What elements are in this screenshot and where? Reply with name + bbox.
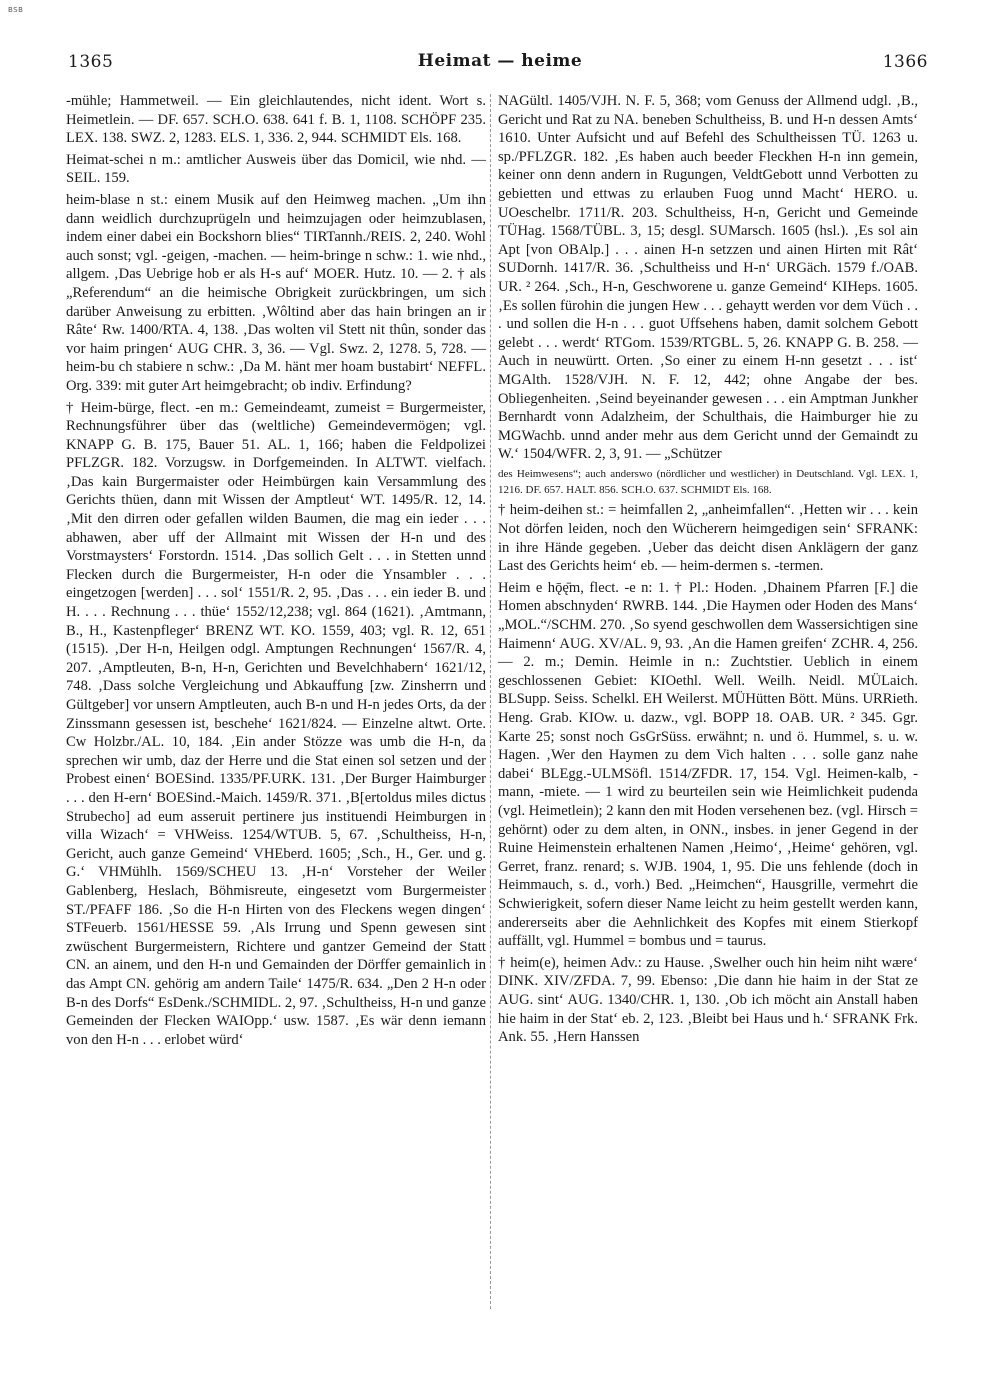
left-entry-4: † Heim-bürge, flect. -en m.: Gemeindeamt, zumeist = Burgermeister, Rechnungsführer über das (weltliche) Gemeindevermögen; vgl. KNAPP G. B. 175, Bauer 51. AL. 1, 166; haben die Feldpolizei PFLZGR. 182. Vorzugsw. in Dorfgemeinden. In ALTWT. vielfach. ‚Das kain Burgermaister oder Heimbürgen kain Versammlung des Gerichts thüen, dann mit Wissen der Amptleut‘ WT. 1495/R. 12, 14. ‚Mit den dirren oder gefallen wilden Baumen, die mag ein ieder . . . abhawen, aber uff der Allmaint mit Wissen der H-n und des Vorstmaysters‘ Forstordn. 1514. ‚Das sollich Gelt . . . in Stetten unnd Flecken durch die Burgermeister, H-n oder die Ynsambler . . . eingetzogen [werden] . . . sol‘ 1551/R. 2, 95. ‚Das . . . ein ieder B. und H. . . . Rechnung . . . thüe‘ 1552/12,238; vgl. 864 (1621). ‚Amtmann, B., H., Kastenpfleger‘ BRENZ WT. KO. 1559, 403; vgl. R. 12, 651 (1515). ‚Der H-n, Heilgen odgl. Amptungen Rechnungen‘ 1567/R. 4, 207. ‚Amptleuten, B-n, H-n, Gerichten und Bevelchhabern‘ 1621/12, 748. ‚Dass solche Vergleichung und Abkauffung [zw. Zinsherrn und Gültgeber] vor unsern Amptleuten, auch B-n und H-n jedes Orts, da der Zinssmann gesessen ist, beschehe‘ 1621/824. — Einzelne altwt. Orte. Cw Holzbr./AL. 10, 184. ‚Ein ander Stözze was umb die H-n, da sprechen wir umb, daz der Herre und die Stat einen sol setzen und der Probest einen‘ BOESind. 1335/PF.URK. 131. ‚Der Burger Haimburger . . . den H-ern‘ BOESind.-Maich. 1459/R. 371. ‚B[ertoldus miles dictus Strubecho] ad eum asseruit pertinere jus instituendi Heimburgen in villa Wizach‘ = VHWeiss. 1254/WTUB. 5, 67. ‚Schultheiss, H-n, Gericht, auch ganze Gemeind‘ VHEberd. 1605; ‚Sch., H., Ger. und g. G.‘ VHMühlh. 1569/SCHEU 13. ‚H-n‘ Vorsteher der Weiler Gablenberg, Heslach, Böhmisreute, eingesetzt vom Burgermeister ST./PFAFF 186. ‚So die H-n Hirten von des Fleckens wegen dingen‘ STFeuerb. 1561/HESSE 59. ‚Als Irrung und Spenn gewesen sint zwüschent Burgermeistern, Richtere und gantzer Gemeind der Statt CN. an ainem, und den H-n und Gemainden der Dörffer gemainlich in das Ampt CN. gehörig am andern Taile‘ 1475/R. 634. „Den 2 H-n oder B-n des Dorfs“ EsDenk./SCHMIDL. 2, 97. ‚Schultheiss, H-n und ganze Gemeinden der Flecken WAIOpp.‘ usw. 1587. ‚Es wär denn iemann von den H-n . . . erlobet würd‘ [66, 399, 486, 1048]
left-entry-3: heim-blase n st.: einem Musik auf den Heimweg machen. „Um ihn dann weidlich durchzuprügeln und heimzujagen oder heimzublasen, indem einer dabei ein Bockshorn blies“ TIRTannh./REIS. 2, 240. Wohl auch sonst; vgl. -geigen, -machen. — heim-bringe n schw.: 1. wie nhd., allgem. ‚Das Uebrige hob er als H-s auf‘ MOER. Hutz. 10. — 2. † als „Referendum“ an die heimische Obrigkeit zurückbringen, um sich darüber Anweisung zu erbitten. ‚Wôltind aber das hain bringen an ir Râte‘ Rw. 1400/RTA. 4, 138. ‚Das wolten vil Stett nit thûn, sonder das vor haim pringen‘ AUG CHR. 3, 36. — Vgl. Swz. 2, 1278. 5, 728. — heim-bu ch stabiere n schw.: ‚Da M. hänt mer hoam bustabirt‘ NEFFL. Org. 339: mit guter Art heimgebracht; ob indiv. Erfindung? [66, 191, 486, 394]
library-stamp: BSB [8, 6, 24, 14]
right-entry-3: † heim-deihen st.: = heimfallen 2, „anheimfallen“. ‚Hetten wir . . . kein Not dörfen leiden, noch den Wücherern heimgedigen sein‘ SFRANK: in ihre Hände gegeben. ‚Ueber das deicht disen Anklägern der ganz Last des Gerichts heim‘ eb. — heim-dermen s. -termen. [498, 502, 918, 575]
page-number-left: 1365 [68, 52, 114, 72]
right-entry-5: † heim(e), heimen Adv.: zu Hause. ‚Swelher ouch hin heim niht wære‘ DINK. XIV/ZFDA. 7, 99. Ebenso: ‚Die dann hie haim in der Stat ze AUG. sint‘ AUG. 1340/CHR. 1, 130. ‚Ob ich möcht ain Anstall haben hie haim in der Stat‘ eb. 2, 123. ‚Bleibt bei Haus und h.‘ SFRANK Frk. Ank. 55. ‚Hern Hanssen [498, 954, 918, 1046]
right-entry-4: Heim e hǭę̄m, flect. -e n: 1. † Pl.: Hoden. ‚Dhainem Pfarren [F.] die Homen abschnyden‘ RWRB. 144. ‚Die Haymen oder Hoden des Mans‘ „MOL.“/SCHM. 270. ‚So syend geschwollen dem Wassersichtigen sine Haimenn‘ AUG. XV/AL. 9, 93. ‚An die Hamen greifen‘ ZCHR. 4, 256. — 2. m.; Demin. Heimle in n.: Zuchtstier. Ueblich in einem geschlossenen Gebiet: KIOethl. Well. Weilh. Neidl. MÜLaich. BLSupp. Seiss. Schelkl. EH Weilerst. MÜHütten Bött. Müns. URRieth. Heng. Grab. KIOw. u. dazw., vgl. BOPP 18. OAB. UR. ² 345. Ggr. Karte 25; sonst noch GsGrSüss. erwähnt; n. und ö. Hummel, s. u. w. Hagen. ‚Wer den Haymen zu dem Vich halten . . . solle ganz nahe dabei‘ BLEgg.-ULMSöfl. 1514/ZFDR. 17, 154. Vgl. Heimen-kalb, -mann, -miete. — 1 wird zu beurteilen sein wie Heimlichkeit pudenda (vgl. Heimetlein); 2 kann den mit Hoden versehenen bez. (vgl. Hirsch = gehörnt) oder zu dem alten, in ONN., insbes. in jener Gegend in der Ruine Heimenstein erhaltenen Namen ‚Heimo‘, ‚Heime‘ gehören, vgl. Gerret, franz. renard; s. WJB. 1904, 1, 95. Die uns fehlende (doch in Heimmauch, s. d., vorh.) Bed. „Heimchen“, Hausgrille, vermehrt die Schwierigkeit, sofern dieser Name leicht zu heim gestellt werden kann, andererseits aber die Aehnlichkeit des Kopfes mit einem Stierkopf auffällt, vgl. Hummel = bombus und = taurus. [498, 579, 918, 950]
right-entry-1: NAGültl. 1405/VJH. N. F. 5, 368; vom Genuss der Allmend udgl. ‚B., Gericht und Rat zu NA. beneben Schultheiss, B. und H-n dessen Amts‘ 1610. Unter Aufsicht und auf Befehl des Schultheissen TÜ. 1263 u. sp./PFLZGR. 182. ‚Es haben auch beeder Fleckhen H-n inn gemein, keiner onn denn andern in Rugungen, VeldtGebott unnd Verbotten zu gebietten und ettwas zu erlauben Fuog unnd Macht‘ HERO. u. UOeschelbr. 1711/R. 203. Schultheiss, H-n, Gericht und Gemeinde TÜHag. 1568/TÜBL. 3, 15; desgl. SUMarsch. 1605 (hsl.). ‚Es sol ain Apt [von OBAlp.] . . . ainen H-n setzzen und ainen Hirten mit Rât‘ SUDornh. 1417/R. 36. ‚Schultheiss und H-n‘ URGäch. 1579 f./OAB. UR. ² 264. ‚Sch., H-n, Geschworene u. ganze Gemeind‘ KIHeps. 1605. ‚Es sollen fürohin die jungen Hew . . . gehaytt werden vor dem Vüch . . . und sollen die H-n . . . guot Uffsehens haben, damit solchem Gebott gelebt . . . werdt‘ RTGom. 1539/RTGBL. 5, 26. KNAPP G. B. 258. — Auch in neuwürtt. Orten. ‚So einer zu einem H-nn gesetzt . . . ist‘ MGAlth. 1528/VJH. N. F. 12, 442; ohne Angabe der bes. Obliegenheiten. ‚Seind beyeinander gewesen . . . ein Amptman Junkher Bernhardt vonn Adalzheim, der Schulthais, die Haimburger hie zu MGWachb. unnd ander mehr aus dem Gericht unnd der Gemaindt zu W.‘ 1504/WFR. 2, 3, 91. — „Schützer [498, 93, 918, 463]
page-title: Heimat — heime [417, 51, 583, 71]
right-entry-2-note: des Heimwesens“; auch anderswo (nördlicher und westlicher) in Deutschland. Vgl. LEX. 1, 1216. DF. 657. HALT. 856. SCH.O. 637. SCHMIDT Els. 168. [498, 467, 918, 496]
left-entry-2: Heimat-schei n m.: amtlicher Ausweis über das Domicil, wie nhd. — SEIL. 159. [66, 151, 486, 187]
right-column [498, 92, 918, 1050]
left-column [66, 92, 486, 1052]
column-divider [490, 94, 491, 1309]
page-number-right: 1366 [882, 52, 928, 72]
left-entry-1: -mühle; Hammetweil. — Ein gleichlautendes, nicht ident. Wort s. Heimetlein. — DF. 657. SCH.O. 638. 641 f. B. 1, 1108. SCHÖPF 235. LEX. 138. SWZ. 2, 1283. ELS. 1, 336. 2, 944. SCHMIDT Els. 168. [66, 93, 486, 147]
